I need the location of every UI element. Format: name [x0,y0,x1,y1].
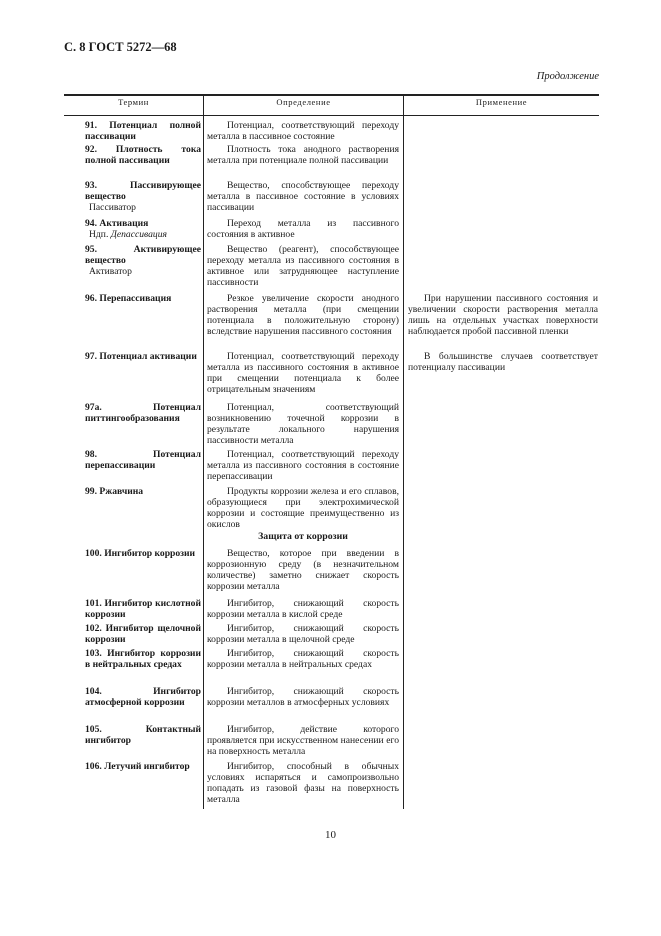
term-94: 94. Активация Ндп. Депассивация [85,218,167,240]
term-93: 93. Пассивирующее вещество Пассиватор [85,180,201,213]
term-104: 104. Ингибитор атмосферной коррозии [85,686,201,708]
definition-96: Резкое увеличение скорости анодного растворения металла (при смещении потенциала в положительную сторону) вследствие нарушения пассивного состояния [207,293,399,337]
definition-106: Ингибитор, способный в обычных условиях испаряться и самопроизвольно попадать из газовой фазы на поверхность металла [207,761,399,805]
term-101: 101. Ингибитор кислотной коррозии [85,598,201,620]
definition-95: Вещество (реагент), способствующее переходу металла из пассивного состояния в активное или затрудняющее наступление пассивности [207,244,399,288]
term-102: 102. Ингибитор щелочной коррозии [85,623,201,645]
column-divider-right [403,94,404,809]
definition-94: Переход металла из пассивного состояния в активное [207,218,399,240]
term-98: 98. Потенциал перепассивации [85,449,201,471]
definition-93: Вещество, способствующее переходу металла в пассивное состояние в условиях пассивации [207,180,399,213]
term-100: 100. Ингибитор коррозии [85,548,196,559]
page-number: 10 [325,829,336,841]
section-heading: Защита от коррозии [258,531,348,542]
application-96: При нарушении пассивного состояния и увеличении скорости растворения металла лишь на отдельных участках поверхности наблюдается пробой пассивной пленки [408,293,598,337]
term-103: 103. Ингибитор коррозии в нейтральных средах [85,648,201,670]
column-divider-left [203,94,204,809]
term-91: 91. Потенциал полной пассивации [85,120,201,142]
definition-99: Продукты коррозии железа и его сплавов, образующиеся при электрохимической коррозии и состоящие преимущественно из окислов [207,486,399,530]
term-105: 105. Контактный ингибитор [85,724,201,746]
continuation-label: Продолжение [536,71,599,82]
definition-102: Ингибитор, снижающий скорость коррозии металла в щелочной среде [207,623,399,645]
definition-92: Плотность тока анодного растворения металла при потенциале полной пассивации [207,144,399,166]
column-header-application: Применение [475,97,528,107]
definition-97: Потенциал, соответствующий переходу металла из пассивного состояния в активное при смещении потенциала к более отрицательным значениям [207,351,399,395]
definition-105: Ингибитор, действие которого проявляется при искусственном нанесении его на поверхность металла [207,724,399,757]
column-header-definition: Определение [276,97,331,107]
term-96: 96. Перепассивация [85,293,172,304]
definition-104: Ингибитор, снижающий скорость коррозии металлов в атмосферных условиях [207,686,399,708]
definition-91: Потенциал, соответствующий переходу металла в пассивное состояние [207,120,399,142]
term-106: 106. Летучий ингибитор [85,761,190,772]
column-header-term: Термин [118,97,149,107]
definition-101: Ингибитор, снижающий скорость коррозии металла в кислой среде [207,598,399,620]
term-95: 95. Активирующее вещество Активатор [85,244,201,277]
table-header-rule [64,115,599,116]
application-97: В большинстве случаев соответствует потенциалу пассивации [408,351,598,373]
term-97a: 97а. Потенциал питтингообразования [85,402,201,424]
definition-103: Ингибитор, снижающий скорость коррозии металла в нейтральных средах [207,648,399,670]
page-header: С. 8 ГОСТ 5272—68 [64,40,177,54]
term-97: 97. Потенциал активации [85,351,197,362]
term-99: 99. Ржавчина [85,486,144,497]
term-92: 92. Плотность тока полной пассивации [85,144,201,166]
definition-98: Потенциал, соответствующий переходу металла из пассивного состояния в состояние перепассивации [207,449,399,482]
definition-100: Вещество, которое при введении в коррозионную среду (в незначительном количестве) заметно снижает скорость коррозии металла [207,548,399,592]
definition-97a: Потенциал, соответствующий возникновению точечной коррозии в результате локального нарушения пассивности металла [207,402,399,446]
table-top-rule [64,94,599,96]
